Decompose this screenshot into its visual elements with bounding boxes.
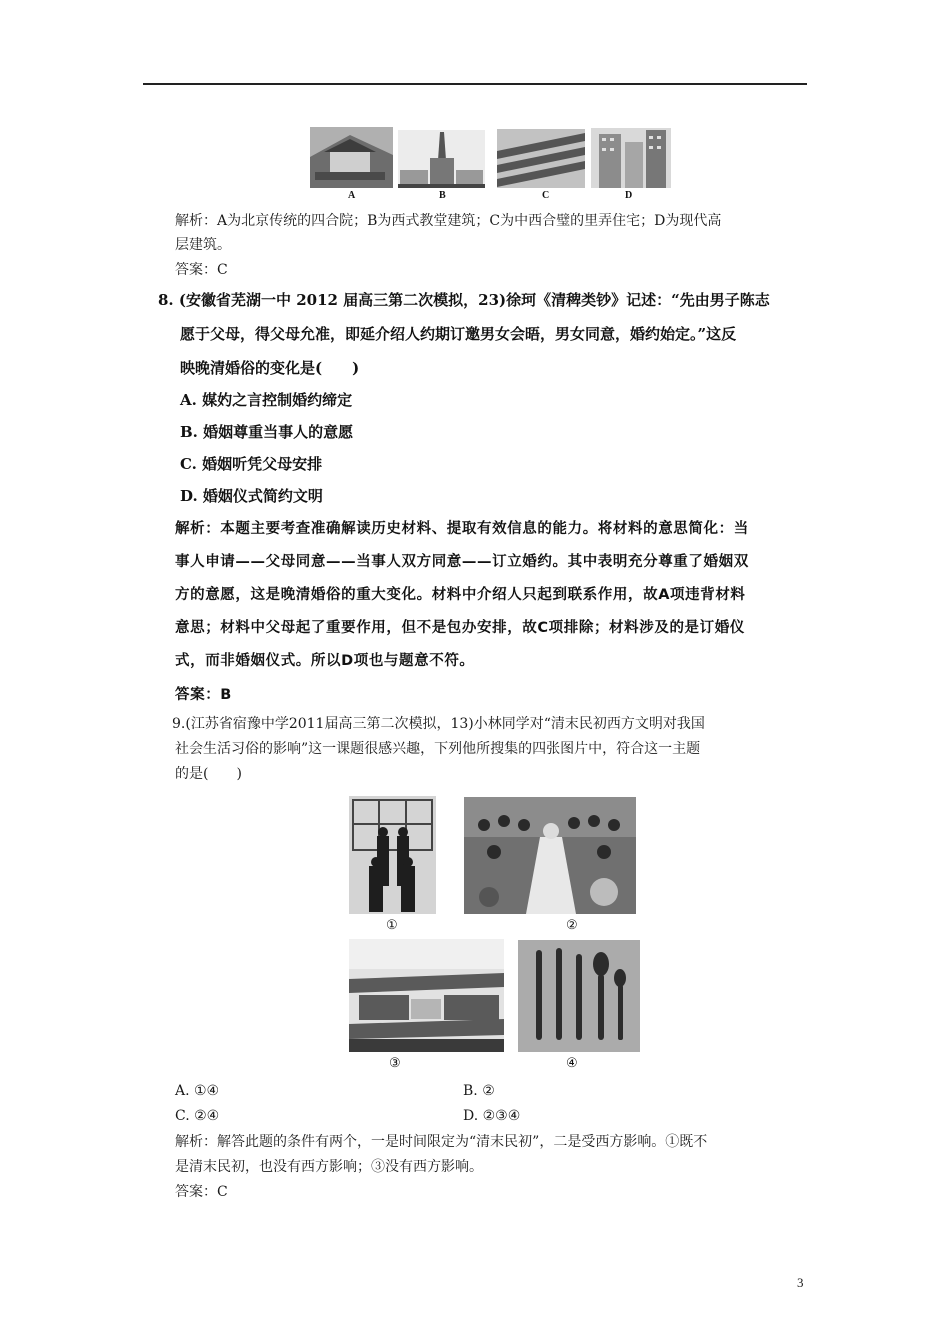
- photo-western-wedding: [464, 797, 636, 914]
- q9-analysis-line2: 是清末民初，也没有西方影响；③没有西方影响。: [175, 1159, 483, 1175]
- q9-option-c: C. ②④: [175, 1108, 220, 1124]
- photo-lane-houses: [497, 129, 585, 188]
- q9-stem-line1: 9.(江苏省宿豫中学2011届高三第二次模拟，13)小林同学对“清末民初西方文明对我国: [172, 716, 705, 732]
- q8-stem-line2: 愿于父母，得父母允准，即延介绍人约期订邀男女会晤，男女同意，婚约始定。”这反: [180, 325, 737, 343]
- q8-answer: 答案：B: [175, 687, 232, 703]
- q9-figure-label-1: ①: [386, 918, 398, 933]
- photo-courtyard-house: [310, 127, 393, 188]
- header-rule: [143, 83, 807, 85]
- q9-answer: 答案：C: [175, 1184, 228, 1200]
- q8-analysis-line1: 解析：本题主要考查准确解读历史材料、提取有效信息的能力。将材料的意思简化：当: [175, 521, 749, 537]
- q8-stem-line3: 映晚清婚俗的变化是( ): [180, 359, 360, 377]
- photo-courtyard-aerial: [349, 939, 504, 1052]
- photo-qing-family-portrait: [349, 796, 436, 914]
- photo-high-rise: [591, 128, 671, 188]
- q7-analysis-line1: 解析：A为北京传统的四合院；B为西式教堂建筑；C为中西合璧的里弄住宅；D为现代高: [175, 213, 722, 229]
- q8-option-c: C. 婚姻听凭父母安排: [180, 455, 323, 473]
- top-figure-label-b: B: [439, 190, 446, 201]
- q7-analysis-line2: 层建筑。: [175, 237, 231, 253]
- q9-figure-label-2: ②: [566, 918, 578, 933]
- q8-analysis-line5: 式，而非婚姻仪式。所以D项也与题意不符。: [175, 653, 475, 669]
- q8-stem-line1: 8. (安徽省芜湖一中 2012 届高三第二次模拟，23)徐珂《清稗类钞》记述：“先由男子陈志: [158, 291, 770, 309]
- q8-option-a: A. 媒妁之言控制婚约缔定: [180, 391, 353, 409]
- q8-analysis-line4: 意思；材料中父母起了重要作用，但不是包办安排，故C项排除；材料涉及的是订婚仪: [175, 620, 745, 636]
- photo-church: [398, 130, 485, 188]
- q9-stem-line2: 社会生活习俗的影响”这一课题很感兴趣，下列他所搜集的四张图片中，符合这一主题: [175, 741, 701, 757]
- top-figure-label-d: D: [625, 190, 633, 201]
- q9-figure-label-3: ③: [389, 1056, 401, 1071]
- top-figure-label-a: A: [348, 190, 356, 201]
- photo-western-cutlery: [518, 940, 640, 1052]
- q8-analysis-line2: 事人申请——父母同意——当事人双方同意——订立婚约。其中表明充分尊重了婚姻双: [175, 554, 749, 570]
- q9-option-d: D. ②③④: [463, 1108, 521, 1124]
- q9-figure-label-4: ④: [566, 1056, 578, 1071]
- q8-option-b: B. 婚姻尊重当事人的意愿: [180, 423, 354, 441]
- top-figure-label-c: C: [542, 190, 550, 201]
- q9-stem-line3: 的是( ): [175, 766, 242, 782]
- q9-analysis-line1: 解析：解答此题的条件有两个，一是时间限定为“清末民初”，二是受西方影响。①既不: [175, 1134, 708, 1150]
- q7-answer: 答案：C: [175, 262, 228, 278]
- q9-option-a: A. ①④: [175, 1083, 220, 1099]
- q8-analysis-line3: 方的意愿，这是晚清婚俗的重大变化。材料中介绍人只起到联系作用，故A项违背材料: [175, 587, 746, 603]
- q9-option-b: B. ②: [463, 1083, 495, 1099]
- page-number: 3: [797, 1275, 804, 1290]
- q8-option-d: D. 婚姻仪式简约文明: [180, 487, 323, 505]
